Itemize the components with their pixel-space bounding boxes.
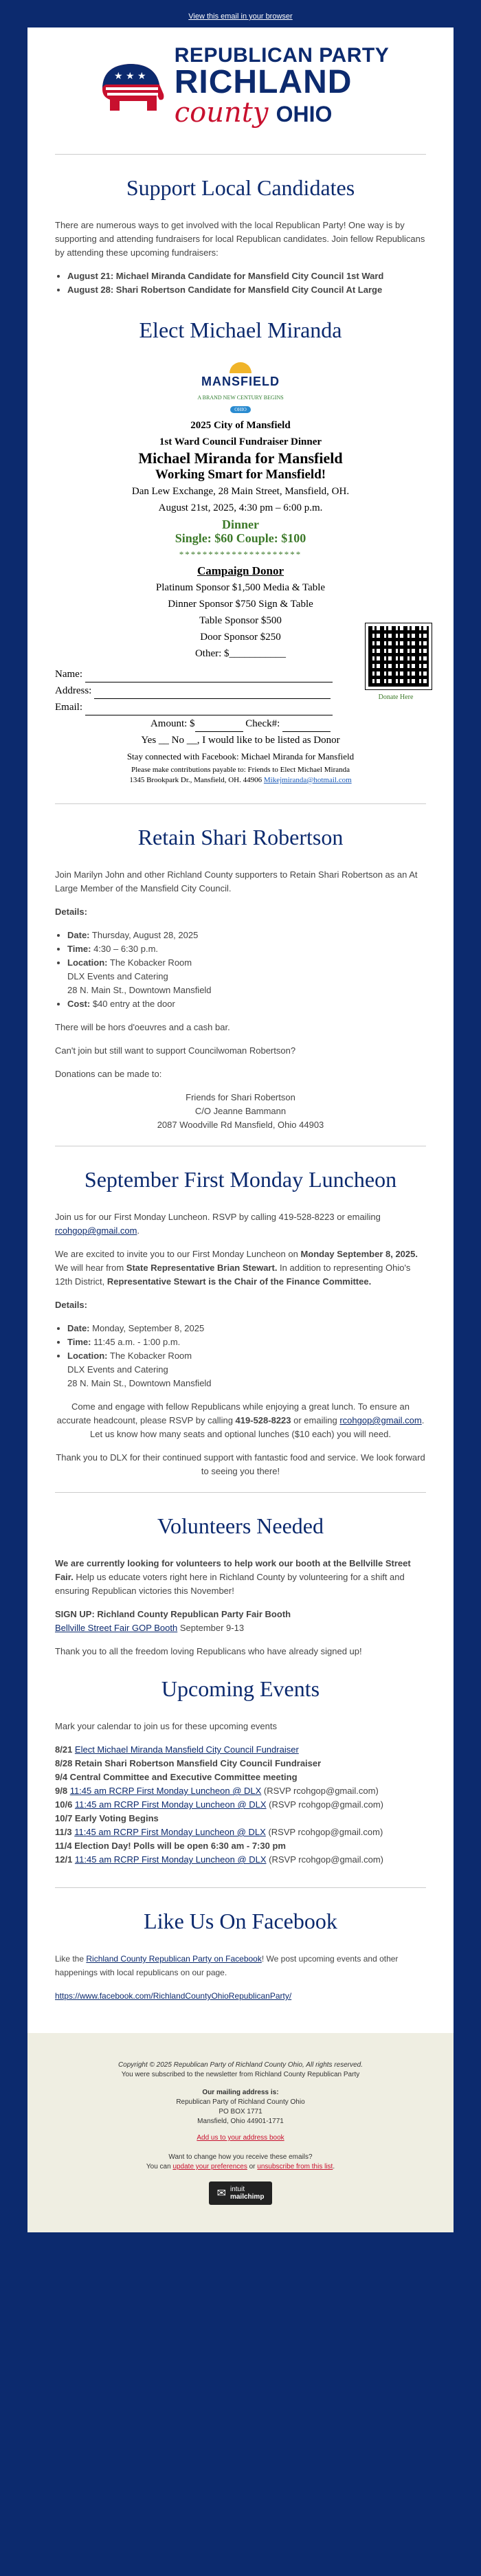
svg-text:★ ★ ★: ★ ★ ★ bbox=[113, 71, 146, 82]
view-in-browser bbox=[0, 0, 481, 27]
mailchimp-badge[interactable]: ✉ intuit mailchimp bbox=[209, 2181, 273, 2205]
shari-p1: There will be hors d'oeuvres and a cash bar. bbox=[55, 1022, 230, 1032]
list-item: • Location: The Kobacker Room DLX Events and Catering 28 N. Main St., Downtown Mansfield bbox=[67, 1349, 426, 1390]
footer-addr1: Republican Party of Richland County Ohio bbox=[176, 2098, 305, 2106]
miranda-flyer bbox=[55, 361, 426, 792]
flyer-donor-title: Campaign Donor bbox=[197, 564, 284, 577]
logo-line2: RICHLAND bbox=[174, 64, 353, 100]
sponsor-item: Table Sponsor $500 bbox=[199, 615, 282, 626]
elephant-icon bbox=[92, 52, 168, 120]
facebook-title: Like Us On Facebook bbox=[144, 1909, 337, 1933]
shari-details bbox=[55, 929, 426, 1011]
footer-addr3: Mansfield, Ohio 44901-1771 bbox=[197, 2118, 284, 2125]
volunteers-thanks: Thank you to all the freedom loving Republicans who have already signed up! bbox=[55, 1646, 362, 1656]
flyer-address: 1345 Brookpark Dr., Mansfield, OH. 44906 Mikejmiranda@hotmail.com bbox=[129, 776, 352, 784]
support-intro: There are numerous ways to get involved with the local Republican Party! One way is by supporting and attending fundraisers for local Republican candidates. Join fellow Republicans by attending these upcoming fundraisers: bbox=[55, 220, 425, 258]
luncheon-email-link-2[interactable]: rcohgop@gmail.com bbox=[339, 1415, 422, 1425]
list-item: • Location: The Kobacker Room DLX Events and Catering 28 N. Main St., Downtown Mansfield bbox=[67, 956, 426, 997]
support-title: Support Local Candidates bbox=[126, 175, 355, 200]
mansfield-logo bbox=[55, 361, 426, 413]
volunteers-title: Volunteers Needed bbox=[157, 1513, 324, 1538]
list-item: 8/21 Elect Michael Miranda Mansfield City Council Fundraiser bbox=[55, 1744, 299, 1755]
events-intro: Mark your calendar to join us for these upcoming events bbox=[55, 1721, 278, 1731]
party-logo bbox=[92, 44, 390, 129]
luncheon-details-label: Details: bbox=[55, 1300, 87, 1310]
mansfield-ohio: OHIO bbox=[230, 406, 251, 413]
footer-preferences: You can update your preferences or unsubscribe from this list. bbox=[146, 2163, 335, 2170]
mansfield-word: MANSFIELD bbox=[201, 375, 280, 388]
unsubscribe-link[interactable]: unsubscribe from this list bbox=[257, 2163, 333, 2170]
list-item: • Cost: $40 entry at the door bbox=[67, 997, 426, 1011]
form-email: Email: bbox=[55, 699, 426, 715]
update-preferences-link[interactable]: update your preferences bbox=[172, 2163, 247, 2170]
luncheon-p4: Thank you to DLX for their continued support with fantastic food and service. We look forward to seeing you there! bbox=[56, 1452, 425, 1476]
divider bbox=[55, 154, 426, 155]
flyer-line2: 1st Ward Council Fundraiser Dinner bbox=[159, 436, 322, 447]
luncheon-details bbox=[55, 1322, 426, 1390]
sponsor-item: Other: $___________ bbox=[194, 648, 287, 659]
form-amount: Amount: $ Check#: bbox=[55, 715, 426, 732]
fundraiser-list bbox=[55, 269, 426, 297]
facebook-p1: Like the Richland County Republican Party on Facebook! We post upcoming events and other happenings with local republicans on our page. bbox=[55, 1954, 399, 1977]
event-link[interactable]: 11:45 am RCRP First Monday Luncheon @ DLX bbox=[69, 1786, 262, 1796]
luncheon-p2: We are excited to invite you to our First Monday Luncheon on Monday September 8, 2025. We will hear from State Representative Brian Stewart. In addition to representing Ohio's 12th District, Representative Stewart is the Chair of the Finance Committee. bbox=[55, 1249, 418, 1287]
logo-line1: REPUBLICAN PARTY bbox=[174, 44, 390, 67]
logo-wordmark bbox=[174, 44, 390, 129]
logo-county: county bbox=[174, 97, 269, 129]
miranda-title: Elect Michael Miranda bbox=[139, 318, 342, 342]
footer-change: Want to change how you receive these emails? bbox=[168, 2153, 313, 2161]
list-item: • Date: Monday, September 8, 2025 bbox=[67, 1322, 426, 1335]
event-link[interactable]: 11:45 am RCRP First Monday Luncheon @ DLX bbox=[74, 1799, 267, 1810]
sponsor-item: Door Sponsor $250 bbox=[200, 632, 281, 643]
flyer-facebook: Stay connected with Facebook: Michael Miranda for Mansfield bbox=[126, 751, 355, 762]
event-link[interactable]: 11:45 am RCRP First Monday Luncheon @ DLX bbox=[74, 1827, 266, 1837]
shari-intro: Join Marilyn John and other Richland County supporters to Retain Shari Robertson as an At Large Member of the Mansfield City Council. bbox=[55, 869, 418, 893]
list-item: 10/6 11:45 am RCRP First Monday Luncheon @ DLX (RSVP rcohgop@gmail.com) bbox=[55, 1799, 384, 1810]
footer-mailing-label: Our mailing address is: bbox=[202, 2089, 279, 2096]
footer bbox=[27, 2033, 454, 2232]
flyer-line1: 2025 City of Mansfield bbox=[190, 420, 291, 431]
event-link[interactable]: Elect Michael Miranda Mansfield City Council Fundraiser bbox=[74, 1744, 299, 1755]
shari-donation-address: Friends for Shari Robertson C/O Jeanne Bammann 2087 Woodville Rd Mansfield, Ohio 44903 bbox=[157, 1092, 324, 1130]
footer-addr2: PO BOX 1771 bbox=[219, 2108, 262, 2116]
list-item: • August 21: Michael Miranda Candidate for Mansfield City Council 1st Ward bbox=[67, 269, 426, 283]
logo-ohio: OHIO bbox=[276, 102, 333, 126]
events-list bbox=[55, 1743, 426, 1867]
divider bbox=[55, 803, 426, 804]
add-address-book-link[interactable]: Add us to your address book bbox=[197, 2134, 284, 2142]
header-logo bbox=[55, 27, 426, 154]
qr-label: Donate Here bbox=[378, 693, 414, 701]
sponsor-item: Dinner Sponsor $750 Sign & Table bbox=[168, 599, 313, 610]
flyer-line4: Working Smart for Mansfield! bbox=[155, 467, 326, 482]
sponsor-item: Platinum Sponsor $1,500 Media & Table bbox=[155, 582, 326, 593]
list-item: • August 28: Shari Robertson Candidate for Mansfield City Council At Large bbox=[67, 283, 426, 297]
list-item: 12/1 11:45 am RCRP First Monday Luncheon @ DLX (RSVP rcohgop@gmail.com) bbox=[55, 1854, 384, 1865]
mansfield-sub: A BRAND NEW CENTURY BEGINS bbox=[197, 395, 284, 401]
view-in-browser-link[interactable]: View this email in your browser bbox=[188, 12, 293, 21]
luncheon-p3: Come and engage with fellow Republicans while enjoying a great lunch. To ensure an accurate headcount, please RSVP by calling 419-528-8223 or emailing rcohgop@gmail.com. Let us know how many seats and optional lunches ($10 each) you will need. bbox=[56, 1401, 425, 1439]
shari-p2: Can't join but still want to support Councilwoman Robertson? bbox=[55, 1045, 296, 1056]
luncheon-p1: Join us for our First Monday Luncheon. RSVP by calling 419-528-8223 or emailing rcohgop@gmail.com. bbox=[55, 1212, 381, 1236]
volunteers-p1: We are currently looking for volunteers to help work our booth at the Bellville Street Fair. Help us educate voters right here in Richland County by volunteering for a shift and ensuring Republican victories this November! bbox=[55, 1558, 411, 1596]
list-item: 11/3 11:45 am RCRP First Monday Luncheon @ DLX (RSVP rcohgop@gmail.com) bbox=[55, 1827, 383, 1837]
list-item: • Time: 11:45 a.m. - 1:00 p.m. bbox=[67, 1335, 426, 1349]
qr-code-icon bbox=[366, 623, 432, 689]
events-title: Upcoming Events bbox=[161, 1676, 320, 1701]
sun-icon bbox=[227, 361, 254, 373]
form-name: Name: bbox=[55, 666, 426, 682]
form-address: Address: bbox=[55, 682, 426, 699]
flyer-stars: ********************* bbox=[179, 549, 302, 559]
form-donor-list: Yes __ No __, I would like to be listed as Donor bbox=[141, 735, 340, 746]
luncheon-title: September First Monday Luncheon bbox=[84, 1167, 397, 1192]
booth-signup-link[interactable]: Bellville Street Fair GOP Booth bbox=[55, 1623, 178, 1633]
shari-p3: Donations can be made to: bbox=[55, 1069, 162, 1079]
flyer-dinner: Dinner bbox=[222, 518, 259, 531]
logo-line3 bbox=[174, 97, 389, 129]
miranda-email-link[interactable]: Mikejmiranda@hotmail.com bbox=[263, 776, 352, 784]
list-item: • Time: 4:30 – 6:30 p.m. bbox=[67, 942, 426, 956]
footer-subscribed: You were subscribed to the newsletter from Richland County Republican Party bbox=[121, 2071, 360, 2078]
list-item: 8/28 Retain Shari Robertson Mansfield City Council Fundraiser bbox=[55, 1758, 322, 1768]
volunteers-signup: SIGN UP: Richland County Republican Party Fair Booth Bellville Street Fair GOP Booth September 9-13 bbox=[55, 1609, 291, 1633]
list-item: 10/7 Early Voting Begins bbox=[55, 1813, 159, 1823]
divider bbox=[55, 1492, 426, 1493]
list-item: • Date: Thursday, August 28, 2025 bbox=[67, 929, 426, 942]
facebook-page-link[interactable]: Richland County Republican Party on Facebook bbox=[86, 1954, 262, 1964]
list-item: 11/4 Election Day! Polls will be open 6:30 am - 7:30 pm bbox=[55, 1841, 286, 1851]
luncheon-email-link[interactable]: rcohgop@gmail.com bbox=[55, 1225, 137, 1236]
shari-title: Retain Shari Robertson bbox=[137, 825, 344, 850]
flyer-datetime: August 21st, 2025, 4:30 pm – 6:00 p.m. bbox=[158, 502, 323, 513]
email-card bbox=[27, 27, 454, 2232]
facebook-url bbox=[55, 1989, 426, 2023]
list-item: 9/4 Central Committee and Executive Committee meeting bbox=[55, 1772, 298, 1782]
list-item: 9/8 11:45 am RCRP First Monday Luncheon @ DLX (RSVP rcohgop@gmail.com) bbox=[55, 1786, 379, 1796]
flyer-prices: Single: $60 Couple: $100 bbox=[175, 531, 306, 545]
facebook-url-link[interactable]: https://www.facebook.com/RichlandCountyOhioRepublicanParty/ bbox=[55, 1991, 292, 2001]
event-link[interactable]: 11:45 am RCRP First Monday Luncheon @ DLX bbox=[74, 1854, 267, 1865]
donate-qr[interactable] bbox=[366, 623, 426, 706]
shari-details-label: Details: bbox=[55, 907, 87, 917]
mailchimp-icon: ✉ bbox=[216, 2187, 226, 2199]
flyer-venue: Dan Lew Exchange, 28 Main Street, Mansfield, OH. bbox=[131, 486, 350, 497]
divider bbox=[55, 1887, 426, 1888]
flyer-line3: Michael Miranda for Mansfield bbox=[138, 449, 343, 467]
footer-copyright: Copyright © 2025 Republican Party of Richland County Ohio, All rights reserved. bbox=[118, 2061, 363, 2069]
flyer-payable: Please make contributions payable to: Friends to Elect Michael Miranda bbox=[131, 766, 350, 774]
